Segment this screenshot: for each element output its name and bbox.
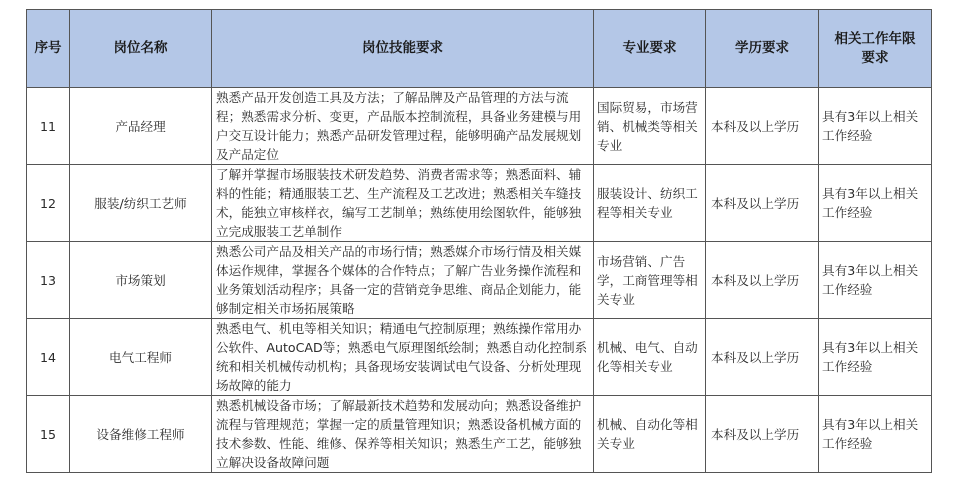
cell-major: 机械、自动化等相关专业 xyxy=(594,396,706,473)
cell-experience: 具有3年以上相关工作经验 xyxy=(819,242,932,319)
cell-position-name: 电气工程师 xyxy=(70,319,212,396)
header-skills: 岗位技能要求 xyxy=(212,10,594,88)
cell-experience: 具有3年以上相关工作经验 xyxy=(819,165,932,242)
cell-education: 本科及以上学历 xyxy=(706,165,819,242)
job-requirements-table xyxy=(26,9,932,473)
cell-education: 本科及以上学历 xyxy=(706,242,819,319)
cell-major: 服装设计、纺织工程等相关专业 xyxy=(594,165,706,242)
cell-skills: 熟悉电气、机电等相关知识；精通电气控制原理；熟练操作常用办公软件、AutoCAD等；熟悉电气原理图纸绘制；熟悉自动化控制系统和相关机械传动机构；具备现场安装调试电气设备、分析处理现场故障的能力 xyxy=(212,319,594,396)
cell-position-name: 产品经理 xyxy=(70,88,212,165)
cell-education: 本科及以上学历 xyxy=(706,88,819,165)
cell-education: 本科及以上学历 xyxy=(706,396,819,473)
table-row xyxy=(27,396,932,473)
cell-experience: 具有3年以上相关工作经验 xyxy=(819,396,932,473)
cell-skills: 了解并掌握市场服装技术研发趋势、消费者需求等；熟悉面料、辅料的性能；精通服装工艺、生产流程及工艺改进；熟悉相关车缝技术，能独立审核样衣，编写工艺制单；熟练使用绘图软件，能够独立完成服装工艺单制作 xyxy=(212,165,594,242)
table-row xyxy=(27,319,932,396)
header-row xyxy=(27,10,932,88)
cell-experience: 具有3年以上相关工作经验 xyxy=(819,319,932,396)
cell-no: 15 xyxy=(27,396,70,473)
cell-major: 国际贸易，市场营销、机械类等相关专业 xyxy=(594,88,706,165)
cell-skills: 熟悉公司产品及相关产品的市场行情；熟悉媒介市场行情及相关媒体运作规律，掌握各个媒体的合作特点；了解广告业务操作流程和业务策划活动程序；具备一定的营销竞争思维、商品企划能力，能够制定相关市场拓展策略 xyxy=(212,242,594,319)
cell-major: 市场营销、广告学，工商管理等相关专业 xyxy=(594,242,706,319)
cell-no: 11 xyxy=(27,88,70,165)
table-row xyxy=(27,165,932,242)
header-experience: 相关工作年限要求 xyxy=(819,10,932,88)
cell-skills: 熟悉机械设备市场；了解最新技术趋势和发展动向；熟悉设备维护流程与管理规范；掌握一定的质量管理知识；熟悉设备机械方面的技术参数、性能、维修、保养等相关知识；熟悉生产工艺，能够独立解决设备故障问题 xyxy=(212,396,594,473)
cell-no: 13 xyxy=(27,242,70,319)
cell-major: 机械、电气、自动化等相关专业 xyxy=(594,319,706,396)
header-position-name: 岗位名称 xyxy=(70,10,212,88)
table-body xyxy=(27,88,932,473)
cell-no: 12 xyxy=(27,165,70,242)
header-education: 学历要求 xyxy=(706,10,819,88)
cell-experience: 具有3年以上相关工作经验 xyxy=(819,88,932,165)
header-major: 专业要求 xyxy=(594,10,706,88)
cell-position-name: 市场策划 xyxy=(70,242,212,319)
cell-position-name: 服装/纺织工艺师 xyxy=(70,165,212,242)
table-row xyxy=(27,88,932,165)
table-row xyxy=(27,242,932,319)
table-header xyxy=(27,10,932,88)
header-no: 序号 xyxy=(27,10,70,88)
cell-no: 14 xyxy=(27,319,70,396)
cell-education: 本科及以上学历 xyxy=(706,319,819,396)
cell-position-name: 设备维修工程师 xyxy=(70,396,212,473)
cell-skills: 熟悉产品开发创造工具及方法；了解品牌及产品管理的方法与流程；熟悉需求分析、变更，产品版本控制流程，具备业务建模与用户交互设计能力；熟悉产品研发管理过程，能够明确产品发展规划及产品定位 xyxy=(212,88,594,165)
